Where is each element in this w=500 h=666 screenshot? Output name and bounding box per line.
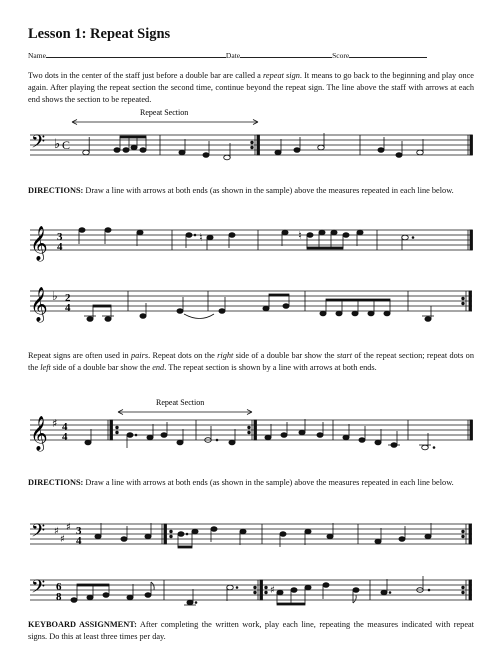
exercise-staff-5 bbox=[0, 512, 500, 562]
directions-1: DIRECTIONS: Draw a line with arrows at both ends (as shown in the sample) above the measures repeated in each line below. bbox=[28, 186, 454, 195]
sharp-icon: ♯ bbox=[54, 526, 59, 537]
score-field[interactable] bbox=[349, 50, 427, 58]
directions-2: DIRECTIONS: Draw a line with arrows at both ends (as shown in the sample) above the measures repeated in each line below. bbox=[28, 478, 454, 487]
page-title: Lesson 1: Repeat Signs bbox=[28, 26, 171, 42]
half-note bbox=[83, 150, 90, 155]
time-sig-top: 4 bbox=[62, 421, 68, 433]
date-label: Date bbox=[225, 51, 241, 60]
sharp-icon: ♯ bbox=[52, 417, 58, 430]
repeat-section-arrow bbox=[118, 410, 252, 415]
name-label: Name bbox=[28, 51, 46, 60]
svg-text:♮: ♮ bbox=[199, 231, 203, 244]
time-sig-bottom: 8 bbox=[56, 591, 62, 603]
bass-clef-icon: 𝄢 bbox=[31, 132, 46, 157]
date-field[interactable] bbox=[240, 50, 332, 58]
time-sig-bottom: 4 bbox=[65, 302, 71, 314]
score-label: Score bbox=[332, 51, 350, 60]
student-info-fields bbox=[28, 50, 472, 60]
time-sig-top: 3 bbox=[57, 231, 63, 243]
flat-icon: ♭ bbox=[52, 289, 58, 303]
bass-clef-icon: 𝄢 bbox=[31, 521, 46, 546]
flat-icon: ♭ bbox=[54, 137, 61, 152]
time-sig-bottom: 4 bbox=[57, 241, 63, 253]
repeat-section-label: Repeat Section bbox=[156, 398, 205, 407]
intro-paragraph: Two dots in the center of the staff just before a double bar are called a repeat sign. It means to go back to the beginning and play once again. After playing the repeat section the second time, continue beyond the repeat sign. The line above the staff with arrows at each end shows the section to be repeated. bbox=[28, 71, 474, 104]
common-time-icon: C bbox=[62, 138, 71, 152]
treble-clef-icon: 𝄞 bbox=[30, 416, 48, 451]
time-sig-top: 2 bbox=[65, 292, 71, 304]
time-sig-top: 3 bbox=[76, 525, 82, 537]
sharp-icon: ♯ bbox=[60, 534, 65, 545]
exercise-staff-3 bbox=[0, 283, 500, 338]
exercise-staff-2 bbox=[0, 222, 500, 277]
svg-text:♯: ♯ bbox=[270, 585, 275, 596]
time-sig-bottom: 4 bbox=[62, 431, 68, 443]
keyboard-assignment: KEYBOARD ASSIGNMENT: After completing the written work, play each line, repeating the measures indicated with repeat signs. Do this at least three times per day. bbox=[28, 620, 474, 641]
sample-staff-1 bbox=[0, 105, 500, 170]
repeat-section-label: Repeat Section bbox=[140, 108, 189, 117]
pairs-paragraph: Repeat signs are often used in pairs. Repeat dots on the right side of a double bar show the start of the repeat section; repeat dots on the left side of a double bar show the end. The repeat section is shown by a line with arrows at both ends. bbox=[28, 351, 474, 372]
svg-text:♮: ♮ bbox=[298, 229, 302, 242]
bass-clef-icon: 𝄢 bbox=[31, 577, 46, 602]
time-sig-bottom: 4 bbox=[76, 535, 82, 547]
time-sig-top: 6 bbox=[56, 581, 62, 593]
sharp-icon: ♯ bbox=[66, 522, 71, 533]
treble-clef-icon: 𝄞 bbox=[30, 226, 48, 261]
sample-staff-2 bbox=[0, 395, 500, 460]
treble-clef-icon: 𝄞 bbox=[30, 287, 48, 322]
repeat-section-arrow bbox=[72, 120, 258, 125]
exercise-staff-6 bbox=[0, 568, 500, 613]
name-field[interactable] bbox=[46, 50, 226, 58]
